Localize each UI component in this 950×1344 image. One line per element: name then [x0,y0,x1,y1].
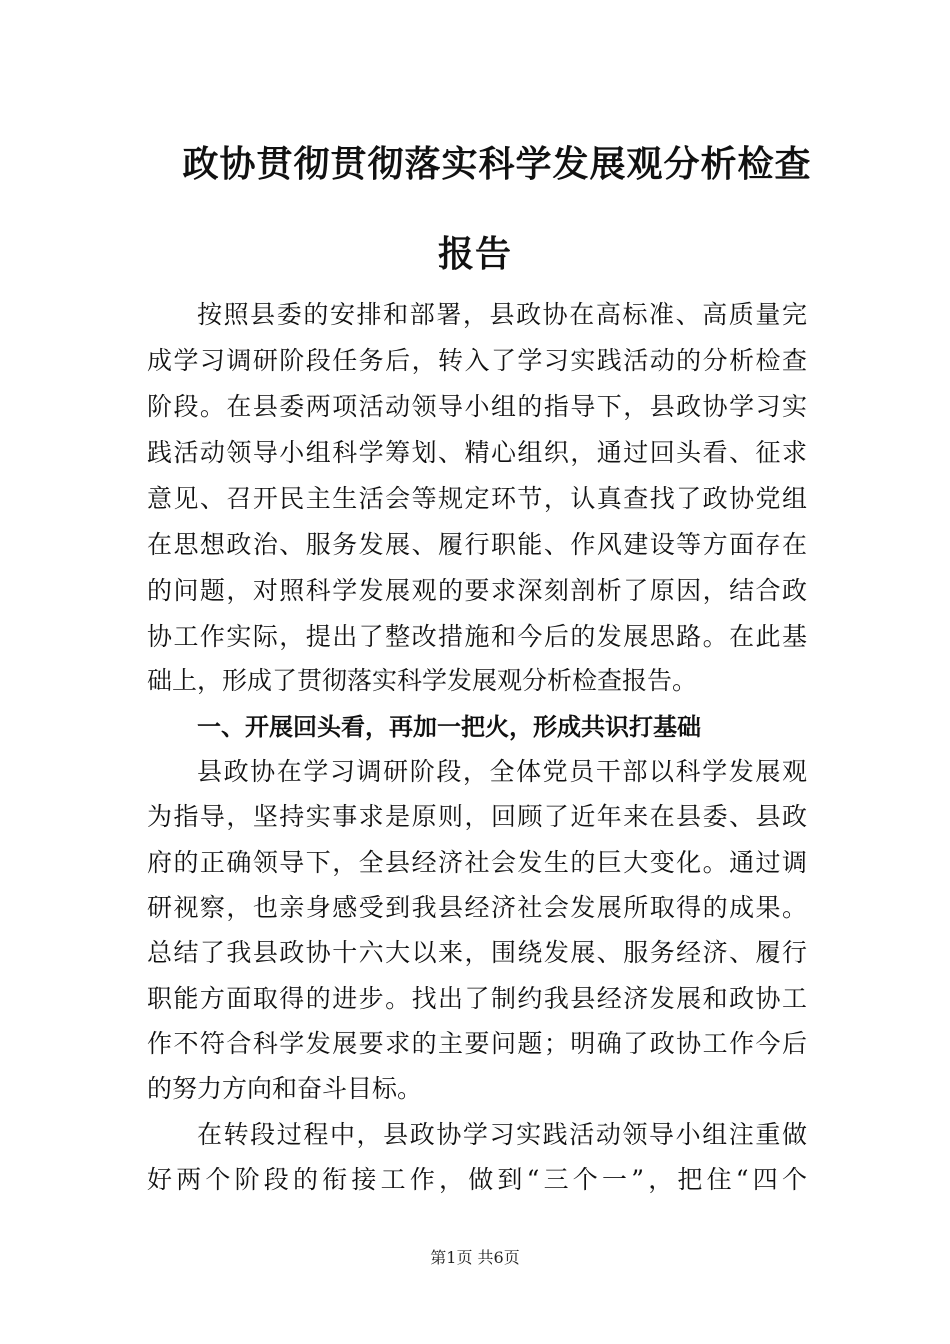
document-title-line-2: 报告 [437,234,512,275]
paragraph-3-line: 好两个阶段的衔接工作，做到“三个一”，把住“四个 [147,1165,807,1194]
paragraph-1-line: 阶段。在县委两项活动领导小组的指导下，县政协学习实 [147,392,807,421]
paragraph-2-line: 职能方面取得的进步。找出了制约我县经济发展和政协工 [147,984,807,1013]
paragraph-2-line: 作不符合科学发展要求的主要问题；明确了政协工作今后 [147,1029,807,1058]
paragraph-2-line: 县政协在学习调研阶段，全体党员干部以科学发展观 [197,757,807,786]
page-number-footer: 第1页 共6页 [430,1248,520,1267]
paragraph-1-line: 按照县委的安排和部署，县政协在高标准、高质量完 [197,300,807,329]
paragraph-2-line: 研视察，也亲身感受到我县经济社会发展所取得的成果。 [147,893,807,922]
paragraph-2-line: 为指导，坚持实事求是原则，回顾了近年来在县委、县政 [147,802,807,831]
paragraph-1-line: 在思想政治、服务发展、履行职能、作风建设等方面存在 [147,530,807,559]
section-heading-1: 一、开展回头看，再加一把火，形成共识打基础 [197,713,701,741]
paragraph-1-line: 成学习调研阶段任务后，转入了学习实践活动的分析检查 [147,346,807,375]
paragraph-1-line: 协工作实际，提出了整改措施和今后的发展思路。在此基 [147,622,807,651]
paragraph-1-line: 践活动领导小组科学筹划、精心组织，通过回头看、征求 [147,438,807,467]
paragraph-1-line: 意见、召开民主生活会等规定环节，认真查找了政协党组 [147,484,807,513]
paragraph-2-line: 总结了我县政协十六大以来，围绕发展、服务经济、履行 [147,938,807,967]
paragraph-1-line: 的问题，对照科学发展观的要求深刻剖析了原因，结合政 [147,576,807,605]
paragraph-1-line: 础上，形成了贯彻落实科学发展观分析检查报告。 [147,666,698,695]
paragraph-2-line: 的努力方向和奋斗目标。 [147,1074,423,1103]
document-title-line-1: 政协贯彻贯彻落实科学发展观分析检查 [182,144,812,185]
paragraph-3-line: 在转段过程中，县政协学习实践活动领导小组注重做 [197,1120,807,1149]
paragraph-2-line: 府的正确领导下，全县经济社会发生的巨大变化。通过调 [147,848,807,877]
